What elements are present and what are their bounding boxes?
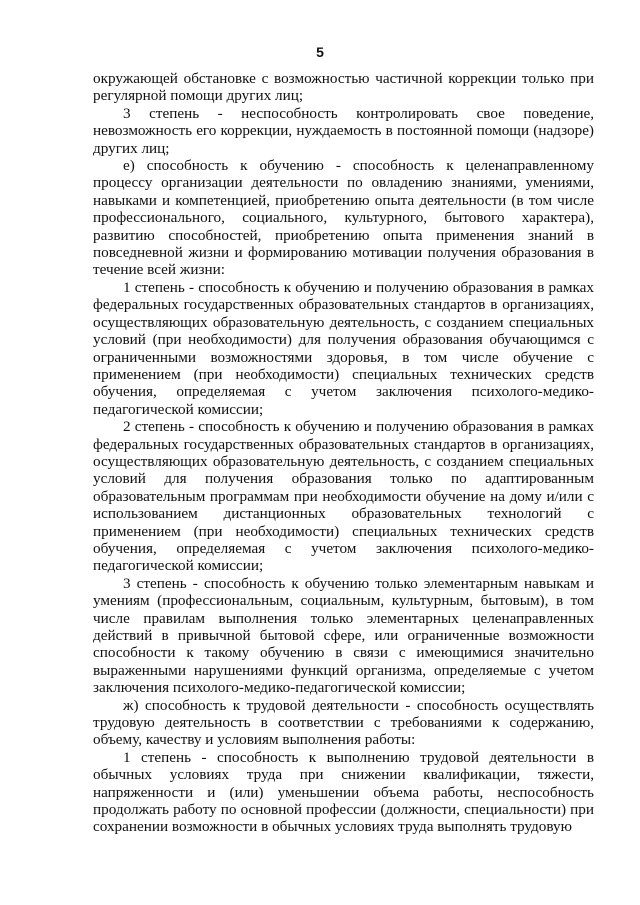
paragraph: 1 степень - способность к выполнению трудовой деятельности в обычных условиях труда при снижении квалификации, тяжести, напряженности и (или) уменьшении объема работы, неспособность продолжать работу по основной профессии (должности, специальности) при сохранении возможности в обычных условиях труда выполнять трудовую (93, 748, 594, 836)
paragraph: 1 степень - способность к обучению и получению образования в рамках федеральных государственных образовательных стандартов в организациях, осуществляющих образовательную деятельность, с созданием специальных условий (при необходимости) для получения образования обучающимся с ограниченными возможностями здоровья, в том числе обучение с применением (при необходимости) специальных технических средств обучения, определяемая с учетом заключения психолого-медико-педагогической комиссии; (93, 278, 594, 418)
paragraph: 2 степень - способность к обучению и получению образования в рамках федеральных государственных образовательных стандартов в организациях, осуществляющих образовательную деятельность, с созданием специальных условий для получения образования только по адаптированным образовательным программам при необходимости обучение на дому и/или с использованием дистанционных образовательных технологий с применением (при необходимости) специальных технических средств обучения, определяемая с учетом заключения психолого-медико-педагогической комиссии; (93, 418, 594, 575)
paragraph: 3 степень - способность к обучению только элементарным навыкам и умениям (профессиональным, социальным, культурным, бытовым), в том числе правилам выполнения только элементарных целенаправленных действий в привычной бытовой сфере, или ограниченные возможности способности к такому обучению в связи с имеющимися значительно выраженными нарушениями функций организма, определяемые с учетом заключения психолого-медико-педагогической комиссии; (93, 574, 594, 697)
document-body (93, 70, 594, 836)
paragraph: 3 степень - неспособность контролировать свое поведение, невозможность его коррекции, нуждаемость в постоянной помощи (надзоре) других лиц; (93, 104, 594, 157)
page-number: 5 (316, 44, 324, 60)
paragraph: окружающей обстановке с возможностью частичной коррекции только при регулярной помощи других лиц; (93, 70, 594, 105)
paragraph: ж) способность к трудовой деятельности - способность осуществлять трудовую деятельность в соответствии с требованиями к содержанию, объему, качеству и условиям выполнения работы: (93, 696, 594, 749)
paragraph: е) способность к обучению - способность к целенаправленному процессу организации деятельности по овладению знаниями, умениями, навыками и компетенцией, приобретению опыта деятельности (в том числе профессионального, социального, культурного, бытового характера), развитию способностей, приобретению опыта применения знаний в повседневной жизни и формированию мотивации получения образования в течение всей жизни: (93, 157, 594, 279)
